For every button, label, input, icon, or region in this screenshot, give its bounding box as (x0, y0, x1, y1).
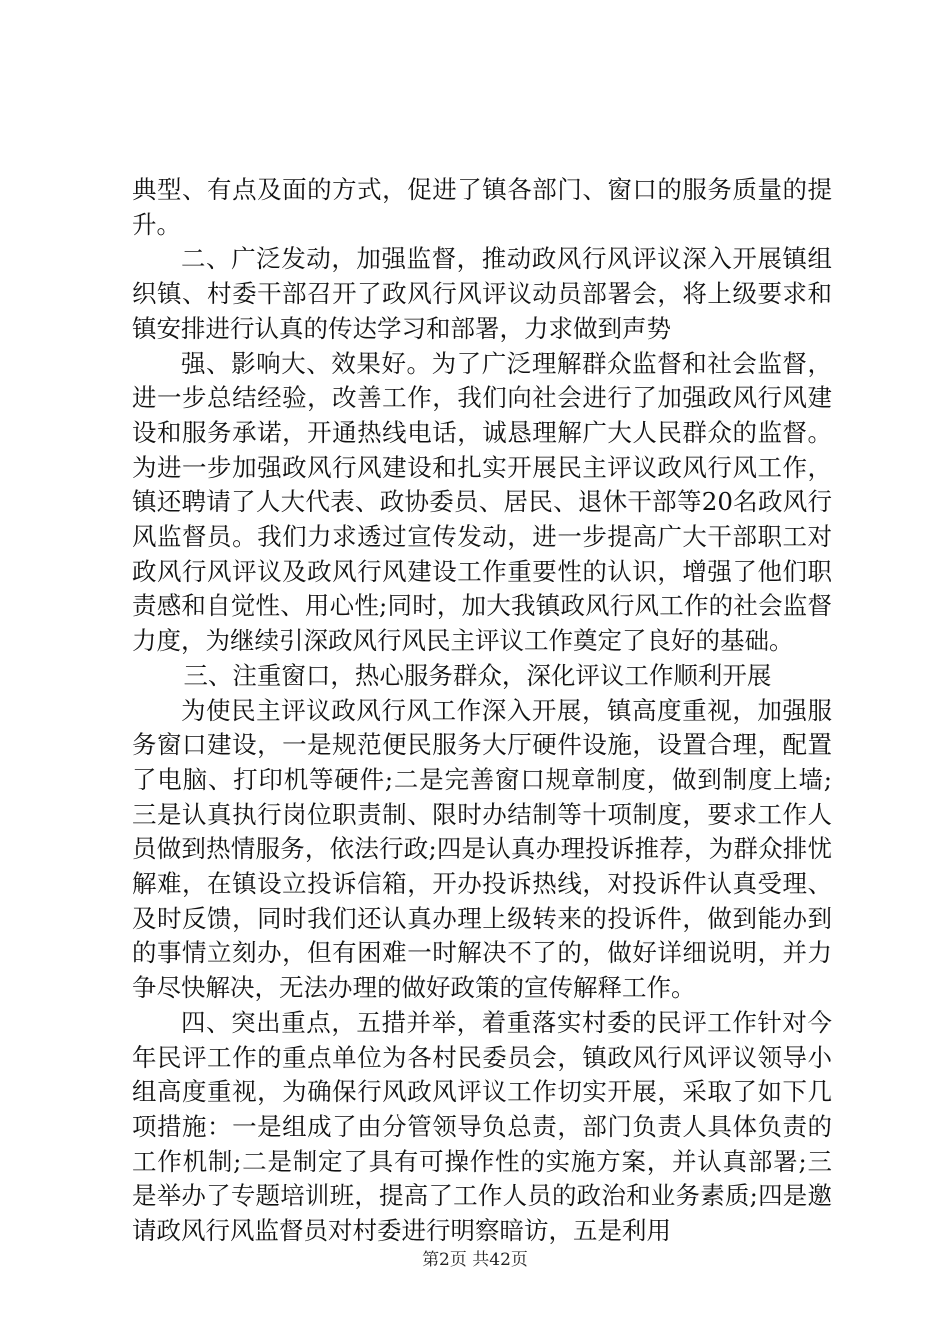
paragraph-5: 为使民主评议政风行风工作深入开展，镇高度重视，加强服务窗口建设，一是规范便民服务大厅硬件设施，设置合理，配置了电脑、打印机等硬件;二是完善窗口规章制度，做到制度上墙;三是认真执行岗位职责制、限时办结制等十项制度，要求工作人员做到热情服务，依法行政;四是认真办理投诉推荐，为群众排忧解难，在镇设立投诉信箱，开办投诉热线，对投诉件认真受理、及时反馈，同时我们还认真办理上级转来的投诉件，做到能办到的事情立刻办，但有困难一时解决不了的，做好详细说明，并力争尽快解决，无法办理的做好政策的宣传解释工作。 (132, 695, 832, 1003)
paragraph-3: 强、影响大、效果好。为了广泛理解群众监督和社会监督，进一步总结经验，改善工作，我们向社会进行了加强政风行风建设和服务承诺，开通热线电话，诚恳理解广大人民群众的监督。为进一步加强政风行风建设和扎实开展民主评议政风行风工作，镇还聘请了人大代表、政协委员、居民、退休干部等20名政风行风监督员。我们力求透过宣传发动，进一步提高广大干部职工对政风行风评议及政风行风建设工作重要性的认识，增强了他们职责感和自觉性、用心性;同时，加大我镇政风行风工作的社会监督力度，为继续引深政风行风民主评议工作奠定了良好的基础。 (132, 348, 832, 656)
paragraph-2: 二、广泛发动，加强监督，推动政风行风评议深入开展镇组织镇、村委干部召开了政风行风评议动员部署会，将上级要求和镇安排进行认真的传达学习和部署，力求做到声势 (132, 244, 832, 343)
document-body (132, 173, 832, 1249)
page-footer: 第2页 共42页 (422, 1250, 528, 1270)
paragraph-6: 四、突出重点，五措并举，着重落实村委的民评工作针对今年民评工作的重点单位为各村民委员会，镇政风行风评议领导小组高度重视，为确保行风政风评议工作切实开展，采取了如下几项措施：一是组成了由分管领导负总责，部门负责人具体负责的工作机制;二是制定了具有可操作性的实施方案，并认真部署;三是举办了专题培训班，提高了工作人员的政治和业务素质;四是邀请政风行风监督员对村委进行明察暗访，五是利用 (132, 1007, 832, 1246)
paragraph-1: 典型、有点及面的方式，促进了镇各部门、窗口的服务质量的提升。 (132, 175, 832, 239)
paragraph-4-heading: 三、注重窗口，热心服务群众，深化评议工作顺利开展 (183, 660, 772, 690)
